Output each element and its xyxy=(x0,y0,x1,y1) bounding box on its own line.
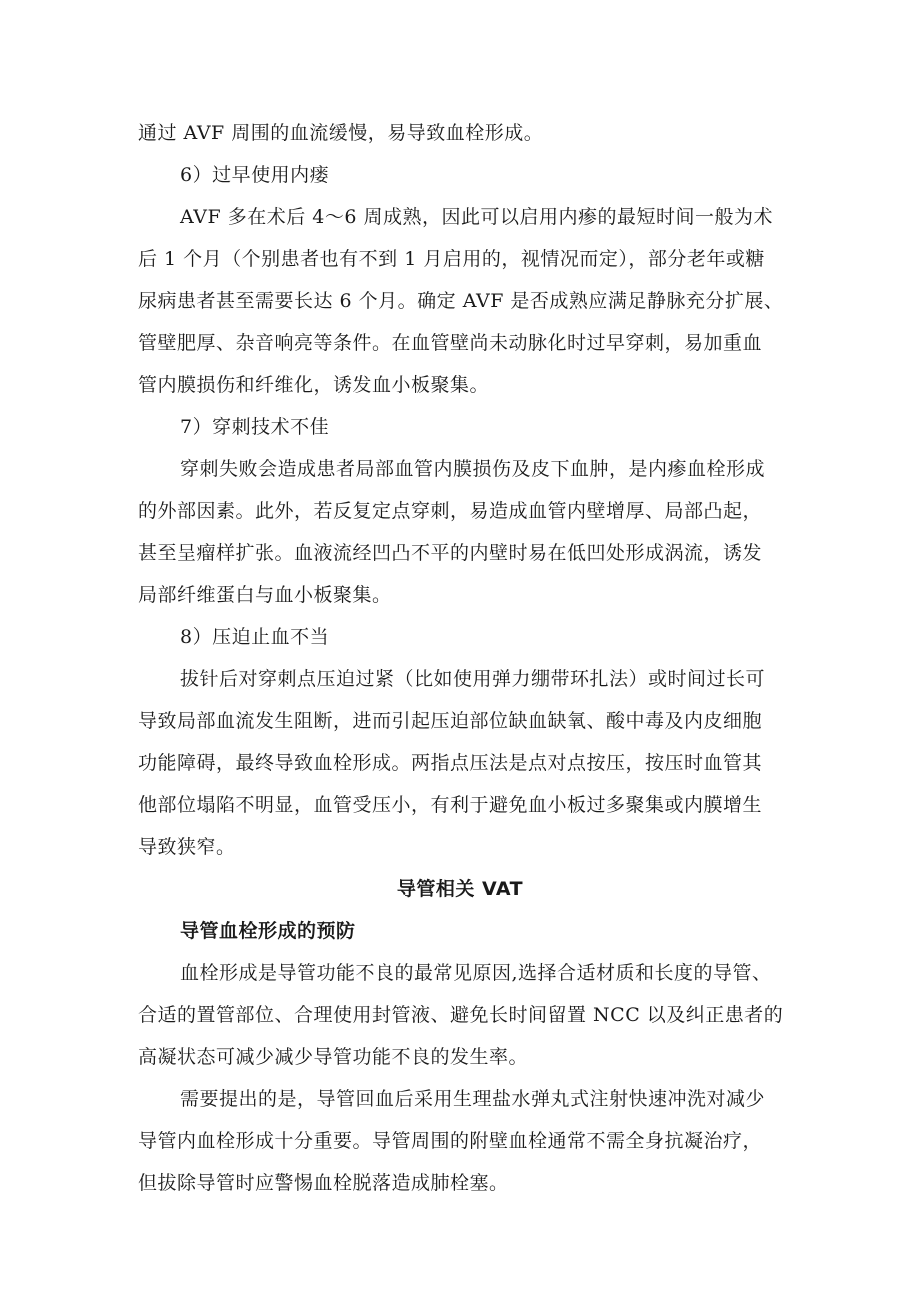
text-line: 通过 AVF 周围的血流缓慢，易导致血栓形成。 xyxy=(138,122,544,144)
text-line: 功能障碍，最终导致血栓形成。两指点压法是点对点按压，按压时血管其 xyxy=(138,752,763,774)
text-line: 血栓形成是导管功能不良的最常见原因,选择合适材质和长度的导管、 xyxy=(180,962,772,984)
text-line: 穿刺失败会造成患者局部血管内膜损伤及皮下血肿，是内瘆血栓形成 xyxy=(180,458,766,480)
text-line: 的外部因素。此外，若反复定点穿刺，易造成血管内壁增厚、局部凸起， xyxy=(138,500,763,522)
text-line: 合适的置管部位、合理使用封管液、避免长时间留置 NCC 以及纠正患者的 xyxy=(138,1004,784,1026)
text-line: 高凝状态可减少减少导管功能不良的发生率。 xyxy=(138,1046,529,1068)
text-line: 导致局部血流发生阻断，进而引起压迫部位缺血缺氧、酸中毒及内皮细胞 xyxy=(138,710,763,732)
text-line: 导管内血栓形成十分重要。导管周围的附壁血栓通常不需全身抗凝治疗， xyxy=(138,1130,763,1152)
subheading-7: 7）穿刺技术不佳 xyxy=(180,416,330,438)
text-line: 但拔除导管时应警惕血栓脱落造成肺栓塞。 xyxy=(138,1172,509,1194)
text-line: 他部位塌陷不明显，血管受压小，有利于避免血小板过多聚集或内膜增生 xyxy=(138,794,763,816)
text-line: 甚至呈瘤样扩张。血液流经凹凸不平的内壁时易在低凹处形成涡流，诱发 xyxy=(138,542,763,564)
text-line: 管内膜损伤和纤维化，诱发血小板聚集。 xyxy=(138,374,490,396)
text-line: 管壁肥厚、杂音响亮等条件。在血管壁尚未动脉化时过早穿刺，易加重血 xyxy=(138,332,763,354)
subheading-6: 6）过早使用内瘘 xyxy=(180,164,330,186)
text-line: 后 1 个月（个别患者也有不到 1 月启用的，视情况而定），部分老年或糖 xyxy=(138,248,765,270)
text-line: 需要提出的是，导管回血后采用生理盐水弹丸式注射快速冲洗对减少 xyxy=(180,1088,766,1110)
text-line: 导致狭窄。 xyxy=(138,836,236,858)
section-title: 导管相关 VAT xyxy=(396,878,524,900)
text-line: AVF 多在术后 4～6 周成熟，因此可以启用内瘆的最短时间一般为术 xyxy=(180,206,773,228)
text-line: 局部纤维蛋白与血小板聚集。 xyxy=(138,584,392,606)
subheading-8: 8）压迫止血不当 xyxy=(180,626,330,648)
section-subtitle: 导管血栓形成的预防 xyxy=(180,920,356,942)
text-line: 尿病患者甚至需要长达 6 个月。确定 AVF 是否成熟应满足静脉充分扩展、 xyxy=(138,290,784,312)
text-line: 拔针后对穿刺点压迫过紧（比如使用弹力绷带环扎法）或时间过长可 xyxy=(180,668,766,690)
